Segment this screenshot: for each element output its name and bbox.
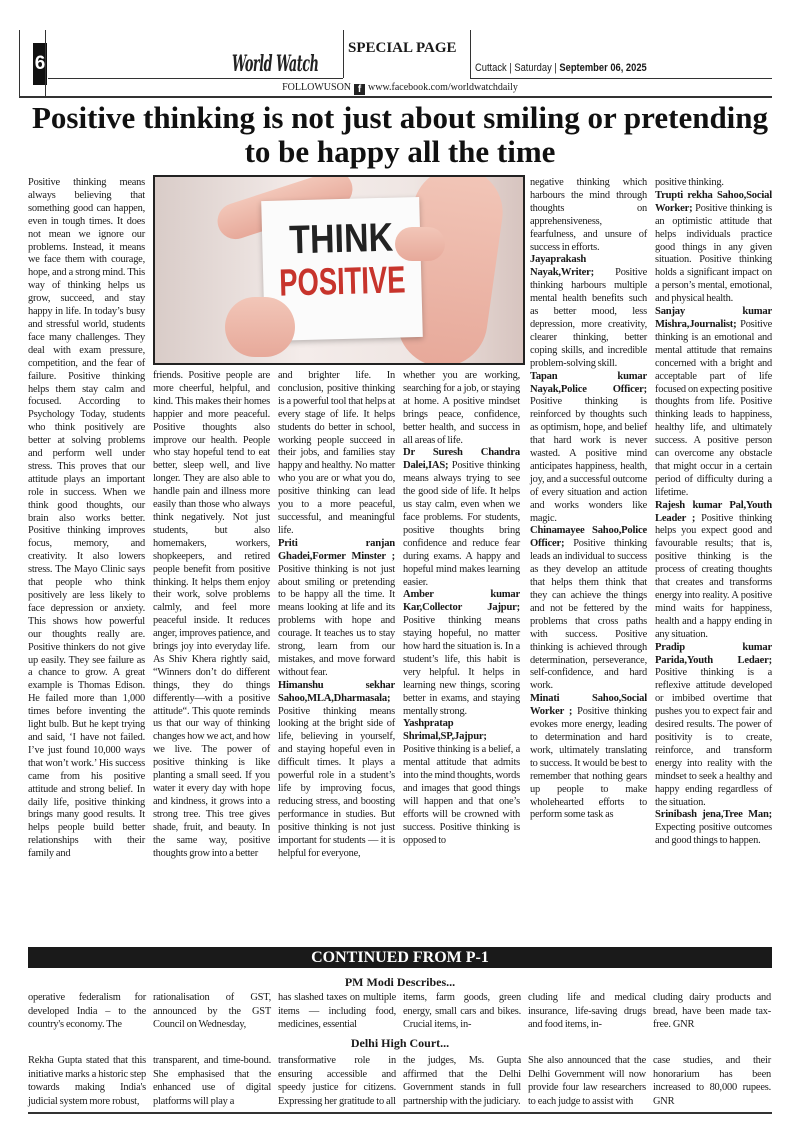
facebook-icon: f (354, 84, 365, 95)
speaker-name: Jayaprakash Nayak,Writer; (530, 254, 594, 279)
story-column: rationalisation of GST, announced by the GST Council on Wednesday, (153, 992, 271, 1031)
story-column: transparent, and time-bound. She emphasised that the enhanced use of digital platforms will play a (153, 1055, 271, 1107)
article-paragraph (655, 177, 772, 190)
divider (343, 30, 344, 78)
follow-line (0, 82, 800, 95)
paragraph-text: Positive thinking evokes more energy, leading to determination and hard work, ultimately translating to success. It would be best to remember that nothing gears up people to make wholehearted efforts to perform some task as (530, 706, 648, 821)
day: Saturday (514, 62, 552, 74)
paragraph-text: friends. Positive people are more cheerful, helpful, and kind. This makes their homes happier and more peaceful. Positive thoughts also improve our health. People who stay hopeful tend to eat better, sleep well, and live longer. They are also able to handle pain and illness more easily than those who always think negatively. Not just students, but also homemakers, workers, shopkeepers, and retired people benefit from positive thinking. It helps them enjoy their work, solve problems calmly, and feel more peaceful inside. It reduces anger, improves patience, and brings joy into everyday life. As Shiv Khera rightly said, “Winners don’t do different things, they do things differently—with a positive attitude“. This quote reminds us that our way of thinking changes how we act, and how we live. The power of positive thinking is like planting a small seed. If you water it every day with hope and kindness, it grows into a strong tree. This tree gives shade, fruit, and beauty. In the same way, positive thoughts grow into a better (153, 370, 270, 859)
paragraph-text: Positive thinking means looking at the bright side of life, believing in yourself, and staying hopeful even in difficult times. It plays a powerful role in a student’s life by improving focus, reducing stress, and boosting performance in studies. But positive thinking is not just important for students — it is helpful for everyone, (278, 705, 395, 859)
paragraph-text: Positive thinking is an optimistic attitude that helps individuals practice good things in any given situation. Positive thinking holds a significant impact on a person’s mental, emotional, and physical health. (655, 202, 772, 305)
paragraph-text: positive thinking. (655, 177, 724, 188)
bottom-rule (28, 1112, 772, 1114)
story-column: She also announced that the Delhi Government will now provide four law researchers to each judge to assist with (528, 1055, 646, 1107)
article-column-1 (28, 177, 145, 861)
speaker-name: Tapan kumar Nayak,Police Officer; (530, 370, 647, 395)
paragraph-text: Expecting positive outcomes and good things to happen. (655, 822, 772, 847)
article-column-6 (655, 177, 772, 848)
paragraph-text: Positive thinking leads an individual to success as they develop an attitude that helps them think that they can achieve the things and not be fettered by the problems that cross paths with success. Positive thinking is achieved through determination, perseverance, self-confidence, and hard work. (530, 538, 648, 692)
article-paragraph (403, 370, 520, 447)
paragraph-text: Positive thinking means always trying to see the good side of life. It helps us stay calm, even when we face problems. For students, positive thoughts bring confidence and reduce fear during exams. A happy and hopeful mind makes learning easier. (403, 460, 520, 588)
article-paragraph (278, 370, 395, 538)
quote-paragraph (530, 254, 647, 370)
speaker-name: Dr Suresh Chandra Dalei,IAS; (403, 447, 520, 472)
speaker-name: Himanshu sekhar Sahoo,MLA,Dharmasala; (278, 679, 395, 704)
quote-paragraph (530, 371, 647, 526)
speaker-name: Amber kumar Kar,Collector Jajpur; (403, 589, 520, 614)
paragraph-text: Positive thinking is reinforced by thoughts such as optimism, hope, and belief that hard work is never wasted. A positive mind anticipates happiness, health, joy, and a successful outcome of every situation and action and works wonders like magic. (530, 396, 647, 524)
facebook-link[interactable]: www.facebook.com/worldwatchdaily (368, 82, 518, 93)
story-column: items, farm goods, green energy, small cars and bikes. Crucial items, in- (403, 992, 521, 1031)
rule (470, 78, 772, 79)
speaker-name: Sanjay kumar Mishra,Journalist; (655, 306, 772, 330)
think-positive-photo (153, 175, 525, 365)
section-title: SPECIAL PAGE (348, 40, 457, 56)
quote-paragraph (655, 809, 772, 848)
quote-paragraph (530, 693, 647, 822)
story-heading-pm-modi: PM Modi Describes... (344, 975, 456, 989)
speaker-name: Rajesh kumar Pal,Youth Leader ; (655, 499, 772, 524)
speaker-name: Srinibash jena,Tree Man; (655, 809, 772, 821)
paragraph-text: Positive thinking harbours multiple mental health benefits such as better mood, less depression, more creativity, clearer thinking, better coping skills, and incredible problem-solving skill. (530, 267, 647, 369)
card-text-positive: POSITIVE (278, 259, 406, 305)
speaker-name: Priti ranjan Ghadei,Former Minster ; (278, 537, 395, 562)
story-column: has slashed taxes on multiple items — including food, medicines, essential (278, 992, 396, 1031)
quote-paragraph (403, 589, 520, 718)
paragraph-text: Positive thinking is an emotional and mental attitude that remains concerned with a bright and acceptable part of life focused on expecting positive thoughts from life. Positive thinking leads to happiness, healthy life, and ultimately success. A positive person can overcome any obstacle that might occur in a certain period of difficulty during a lifetime. (655, 318, 772, 498)
paragraph-text: Positive thinking means staying hopeful, no matter how hard the situation is. In a student’s life, this habit is very helpful. It helps in learning new things, scoring better in exams, and staying mentally strong. (403, 615, 520, 717)
story-column: case studies, and their honorarium has been increased to 80,000 rupees. GNR (653, 1055, 771, 1107)
card-text-think: THINK (288, 215, 394, 263)
story-heading-delhi-high-court: Delhi High Court... (350, 1036, 450, 1050)
story-column: transformative role in ensuring accessible and speedy justice for citizens. Expressing her gratitude to all (278, 1055, 396, 1107)
follow-label: FOLLOWUSON (282, 82, 352, 93)
dateline: Cuttack | Saturday | September 06, 2025 (475, 62, 647, 74)
article-paragraph (153, 370, 270, 860)
header-rule (19, 96, 772, 98)
article-column-4 (403, 370, 520, 848)
story-column: operative federalism for developed India – to the country's economy. The (28, 992, 146, 1031)
article-column-3 (278, 370, 395, 860)
paragraph-text: and brighter life. In conclusion, positive thinking is a powerful tool that helps at every stage of life. It helps students do better in school, working people succeed in their jobs, and families stay happy and healthy. No matter who you are or what you do, positive thinking can lead you to a more peaceful, successful, and meaningful life. (278, 370, 396, 536)
speaker-name: Chinamayee Sahoo,Police Officer; (530, 525, 647, 550)
quote-paragraph (403, 447, 520, 589)
story-column: cluding life and medical insurance, life-saving drugs and food items, in- (528, 992, 646, 1031)
divider (470, 30, 471, 78)
city: Cuttack (475, 62, 507, 74)
article-paragraph (530, 177, 647, 254)
quote-paragraph (278, 538, 395, 680)
speaker-name: Pradip kumar Parida,Youth Ledaer; (655, 641, 772, 666)
quote-paragraph (278, 680, 395, 861)
speaker-name: Trupti rekha Sahoo,Social Worker; (655, 189, 772, 214)
rule (48, 78, 343, 79)
story-column: cluding dairy products and bread, have been made tax-free. GNR (653, 992, 771, 1031)
thumb (225, 297, 295, 357)
paragraph-text: negative thinking which harbours the mind through thoughts on apprehensiveness, fearfulness, and unsure of success in efforts. (530, 177, 647, 253)
story-column: Rekha Gupta stated that this initiative marks a historic step towards making India's judicial system more robust, (28, 1055, 146, 1107)
quote-paragraph (655, 500, 772, 642)
story-column: the judges, Ms. Gupta affirmed that the Delhi Government stands in full partnership with the judiciary. (403, 1055, 521, 1107)
date: September 06, 2025 (559, 62, 647, 74)
quote-paragraph (655, 190, 772, 306)
paragraph-text: Positive thinking is not just about smiling or pretending to be happy all the time. It means looking at life and its problems with hope and courage. It teaches us to stay strong, learn from our mistakes, and move forward without fear. (278, 563, 395, 678)
article-column-5 (530, 177, 647, 822)
quote-paragraph (655, 306, 772, 500)
page-number: 6 (33, 43, 47, 85)
quote-paragraph (530, 525, 647, 693)
article-column-2 (153, 370, 270, 860)
paragraph-text: Positive thinking helps you expect good and favourable results; that is, positive thinking is the process of creating thoughts that creates and transforms energy into reality. A positive mind waits for happiness, health and a happy ending in any situation. (655, 512, 772, 640)
thumb (395, 227, 445, 261)
paragraph-text: whether you are working, searching for a job, or staying at home. A positive mindset brings peace, confidence, better health, and success in all areas of life. (403, 370, 520, 446)
paragraph-text: Positive thinking is a reflexive attitude developed or imbibed overtime that pushes you to expect fair and desired results. The power of positivity is to create, reinforce, and transform energy into reality with the mindset to seek a healthy and happy ending regardless of the situation. (655, 667, 772, 808)
quote-paragraph (403, 718, 520, 847)
headline: Positive thinking is not just about smiling or pretending to be happy all the time (31, 100, 769, 169)
speaker-name: Yashpratap Shrimal,SP,Jajpur; (403, 718, 487, 743)
newspaper-logo: World Watch (232, 50, 319, 77)
paragraph-text: Positive thinking means always believing that something good can happen, even in tough times. It does not mean we ignore our problems. Instead, it means we face them with courage, hope, and a strong mind. This way of thinking helps us grow, succeed, and stay happy in life. In today’s busy and stressful world, students face many challenges. They deal with exam pressure, competition, and the fear of failure. Positive thinking helps them stay calm and focused. According to Psychology Today, students who think positively are better at solving problems and perform well under stress. This proves that our attitude plays an important role in success. When we think good thoughts, our brain also works better. Positive thinking improves focus, memory, and creativity. It also lowers stress. The Mayo Clinic says that people who think positively are less likely to face depression or anxiety. This shows how powerful our thoughts really are. Positive thinkers do not give up easily. They see failure as a chance to grow. A great example is Thomas Edison. He failed more than 1,000 times before inventing the light bulb. But he kept trying and said, ‘I have not failed. I’ve just found 10,000 ways that won’t work.’ His success came from his positive attitude and strong belief. In daily life, positive thinking brings many good results. It helps people build better relationships with their family and (28, 177, 145, 860)
article-paragraph (28, 177, 145, 861)
paragraph-text: Positive thinking is a belief, a mental attitude that admits into the mind thoughts, words and images that good things will happen and that one’s efforts will be crowned with success. Positive thinking is opposed to (403, 744, 520, 846)
quote-paragraph (655, 642, 772, 810)
speaker-name: Minati Sahoo,Social Worker ; (530, 693, 647, 718)
continued-banner: CONTINUED FROM P-1 (28, 947, 772, 968)
